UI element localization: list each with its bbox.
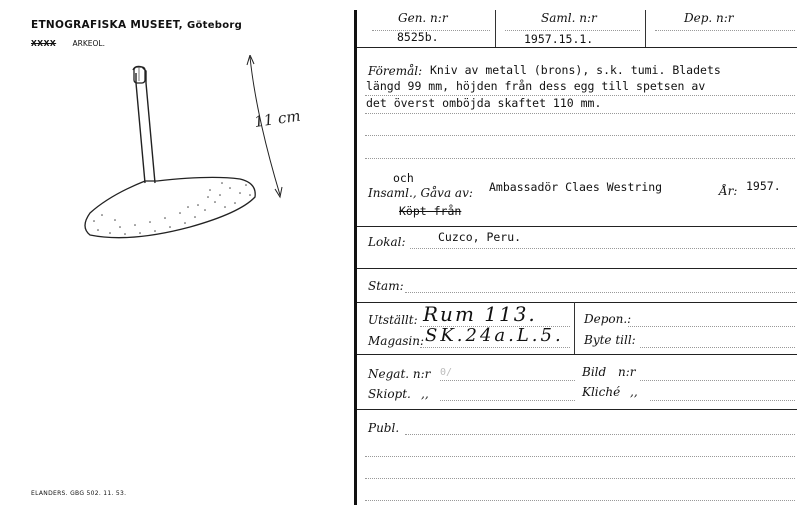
publ-dot-1 — [405, 434, 795, 435]
publ-label: Publ. — [368, 421, 400, 435]
gen-dotline — [372, 30, 490, 31]
utstallt-dot — [420, 326, 570, 327]
museum-name: ETNOGRAFISKA MUSEET, — [31, 19, 183, 31]
insaml-struck: Köpt från — [399, 204, 462, 218]
foremal-line-1: Kniv av metall (brons), s.k. tumi. Bladets — [430, 63, 721, 77]
depon-dot — [628, 326, 795, 327]
foremal-dot-4 — [365, 158, 795, 159]
magasin-dot — [420, 347, 570, 348]
foremal-line-3: det överst omböjda skaftet 110 mm. — [366, 96, 602, 110]
tumi-knife-sketch — [60, 55, 330, 255]
negat-rule — [357, 409, 797, 410]
top-row-divider-2 — [645, 10, 646, 47]
negat-label: Negat. n:r — [368, 367, 431, 381]
insaml-rule — [357, 226, 797, 227]
department-label: ARKEOL. — [72, 39, 105, 48]
lokal-rule — [357, 268, 797, 269]
skiopt-label: Skiopt. — [368, 387, 411, 401]
magasin-label: Magasin: — [368, 334, 425, 348]
skiopt-value: ,, — [421, 387, 429, 401]
skiopt-dot — [440, 400, 575, 401]
magasin-rule — [357, 354, 797, 355]
top-row-underline — [357, 47, 797, 48]
saml-value: 1957.15.1. — [524, 32, 594, 46]
struck-department: XXXX — [31, 39, 57, 48]
foremal-dot-1 — [365, 95, 795, 96]
gen-label: Gen. n:r — [398, 11, 448, 25]
printer-imprint: ELANDERS. GBG 502. 11. 53. — [31, 490, 127, 497]
publ-dot-2 — [365, 456, 795, 457]
negat-dot — [440, 380, 575, 381]
bild-dot — [640, 380, 795, 381]
kliche-label: Kliché — [582, 385, 621, 399]
foremal-dot-2 — [365, 113, 795, 114]
byte-label: Byte till: — [584, 333, 636, 347]
negat-faint: 0/ — [440, 367, 453, 378]
department-line — [31, 39, 105, 48]
foremal-label: Föremål: — [368, 64, 423, 78]
publ-dot-3 — [365, 478, 795, 479]
depon-label: Depon.: — [584, 312, 632, 326]
gen-value: 8525b. — [397, 30, 439, 44]
museum-city: Göteborg — [186, 20, 243, 31]
ar-value: 1957. — [746, 179, 781, 193]
insaml-och: och — [393, 171, 414, 185]
utstallt-label: Utställt: — [368, 313, 418, 327]
kliche-dot — [650, 400, 795, 401]
bild-label: Bild — [582, 365, 607, 379]
lokal-label: Lokal: — [368, 235, 406, 249]
dep-label: Dep. n:r — [684, 11, 734, 25]
bild-value: n:r — [618, 365, 636, 379]
saml-label: Saml. n:r — [541, 11, 597, 25]
publ-dot-4 — [365, 500, 795, 501]
lokal-dot-1 — [410, 248, 795, 249]
top-row-divider-1 — [495, 10, 496, 47]
utstallt-divider — [574, 302, 575, 354]
magasin-value: SK.24a.L.5. — [425, 325, 564, 346]
measurement-note: 11 cm — [253, 106, 302, 131]
utstallt-value: Rum 113. — [423, 302, 537, 326]
lokal-value: Cuzco, Peru. — [438, 230, 522, 244]
museum-header — [31, 19, 242, 31]
ar-label: År: — [719, 184, 738, 198]
insaml-value: Ambassadör Claes Westring — [489, 180, 663, 194]
foremal-dot-3 — [365, 135, 795, 136]
stam-label: Stam: — [368, 279, 404, 293]
dep-dotline — [655, 30, 795, 31]
kliche-value: ,, — [630, 385, 638, 399]
card-left-border — [354, 10, 357, 505]
byte-dot — [640, 347, 795, 348]
saml-dotline — [505, 30, 640, 31]
foremal-line-2: längd 99 mm, höjden från dess egg till spetsen av — [366, 79, 706, 93]
stam-dot — [405, 292, 795, 293]
insaml-label: Insaml., Gåva av: — [368, 186, 473, 200]
